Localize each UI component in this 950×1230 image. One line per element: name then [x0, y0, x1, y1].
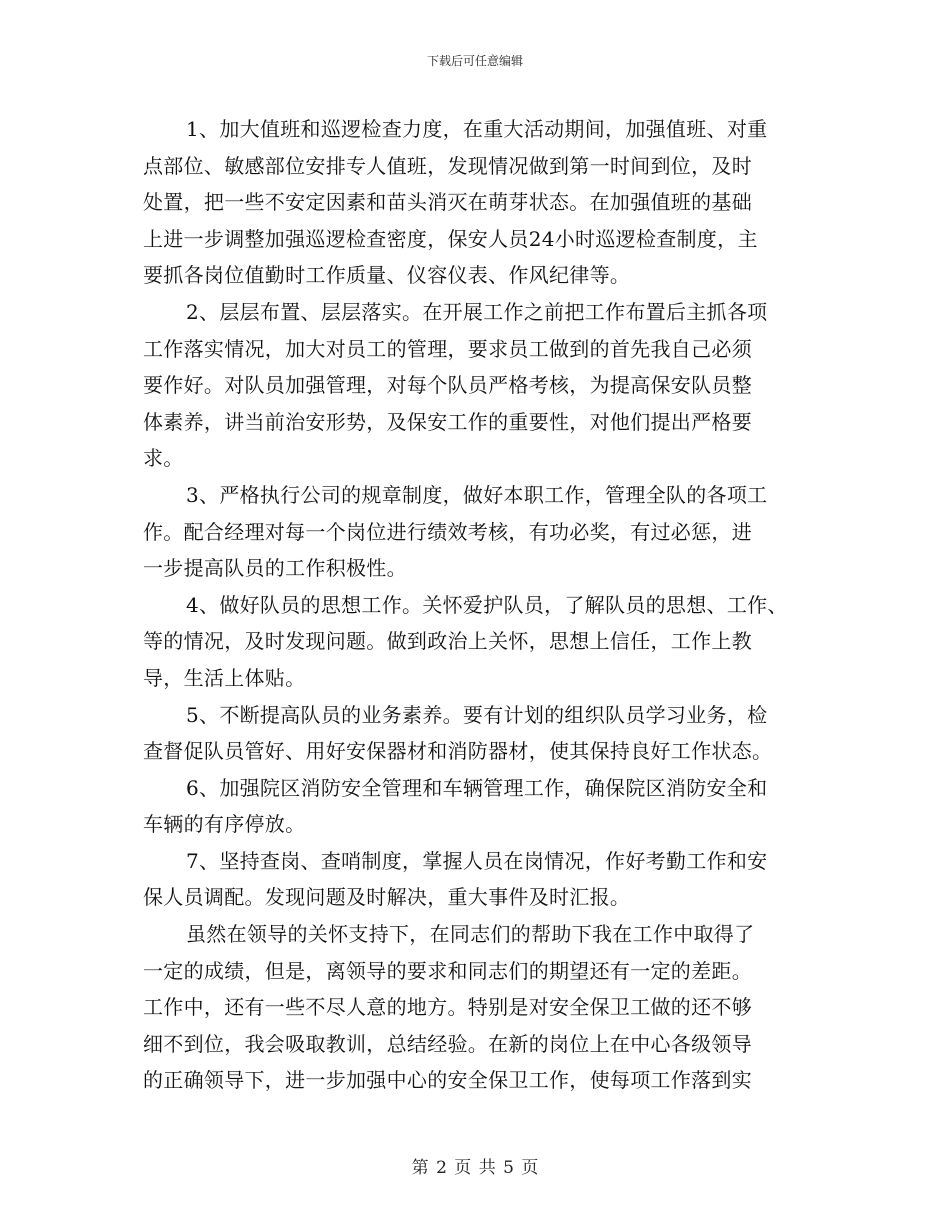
text-line: 4、做好队员的思想工作。关怀爱护队员，了解队员的思想、工作、	[186, 592, 788, 617]
text-line: 保人员调配。发现问题及时解决，重大事件及时汇报。	[143, 885, 631, 910]
page-header: 下载后可任意编辑	[426, 54, 523, 68]
text-line: 工作中，还有一些不尽人意的地方。特别是对安全保卫工做的还不够	[143, 995, 752, 1020]
text-line: 查督促队员管好、用好安保器材和消防器材，使其保持良好工作状态。	[143, 739, 773, 764]
text-line: 3、严格执行公司的规章制度，做好本职工作，管理全队的各项工	[186, 482, 768, 507]
text-line: 一步提高队员的工作积极性。	[143, 556, 407, 581]
text-line: 等的情况，及时发现问题。做到政治上关怀，思想上信任，工作上教	[143, 629, 752, 654]
document-body	[143, 111, 815, 1099]
text-line: 车辆的有序停放。	[143, 812, 306, 837]
text-line: 作。配合经理对每一个岗位进行绩效考核，有功必奖，有过必惩，进	[143, 519, 752, 544]
text-line: 虽然在领导的关怀支持下，在同志们的帮助下我在工作中取得了	[186, 922, 755, 947]
page-footer: 第 2 页 共 5 页	[411, 1158, 539, 1178]
text-line: 2、层层布置、层层落实。在开展工作之前把工作布置后主抓各项	[186, 299, 768, 324]
text-line: 6、加强院区消防安全管理和车辆管理工作，确保院区消防安全和	[186, 775, 768, 800]
text-line: 一定的成绩，但是，离领导的要求和同志们的期望还有一定的差距。	[143, 958, 752, 983]
text-line: 点部位、敏感部位安排专人值班，发现情况做到第一时间到位，及时	[143, 153, 752, 178]
text-line: 体素养，讲当前治安形势，及保安工作的重要性，对他们提出严格要	[143, 409, 752, 434]
text-line: 求。	[143, 446, 184, 471]
text-line: 要抓各岗位值勤时工作质量、仪容仪表、作风纪律等。	[143, 263, 631, 288]
text-line: 工作落实情况，加大对员工的管理，要求员工做到的首先我自己必须	[143, 336, 752, 361]
text-line: 5、不断提高队员的业务素养。要有计划的组织队员学习业务，检	[186, 702, 768, 727]
text-line: 1、加大值班和巡逻检查力度，在重大活动期间，加强值班、对重	[186, 117, 768, 141]
text-line: 上进一步调整加强巡逻检查密度，保安人员24小时巡逻检查制度，主	[143, 226, 758, 251]
text-line: 导，生活上体贴。	[143, 665, 306, 690]
text-line: 细不到位，我会吸取教训，总结经验。在新的岗位上在中心各级领导	[143, 1031, 752, 1056]
text-line: 的正确领导下，进一步加强中心的安全保卫工作，使每项工作落到实	[143, 1068, 752, 1093]
text-line: 要作好。对队员加强管理，对每个队员严格考核，为提高保安队员整	[143, 373, 752, 398]
text-line: 处置，把一些不安定因素和苗头消灭在萌芽状态。在加强值班的基础	[143, 190, 752, 215]
text-line: 7、坚持查岗、查哨制度，掌握人员在岗情况，作好考勤工作和安	[186, 848, 768, 873]
